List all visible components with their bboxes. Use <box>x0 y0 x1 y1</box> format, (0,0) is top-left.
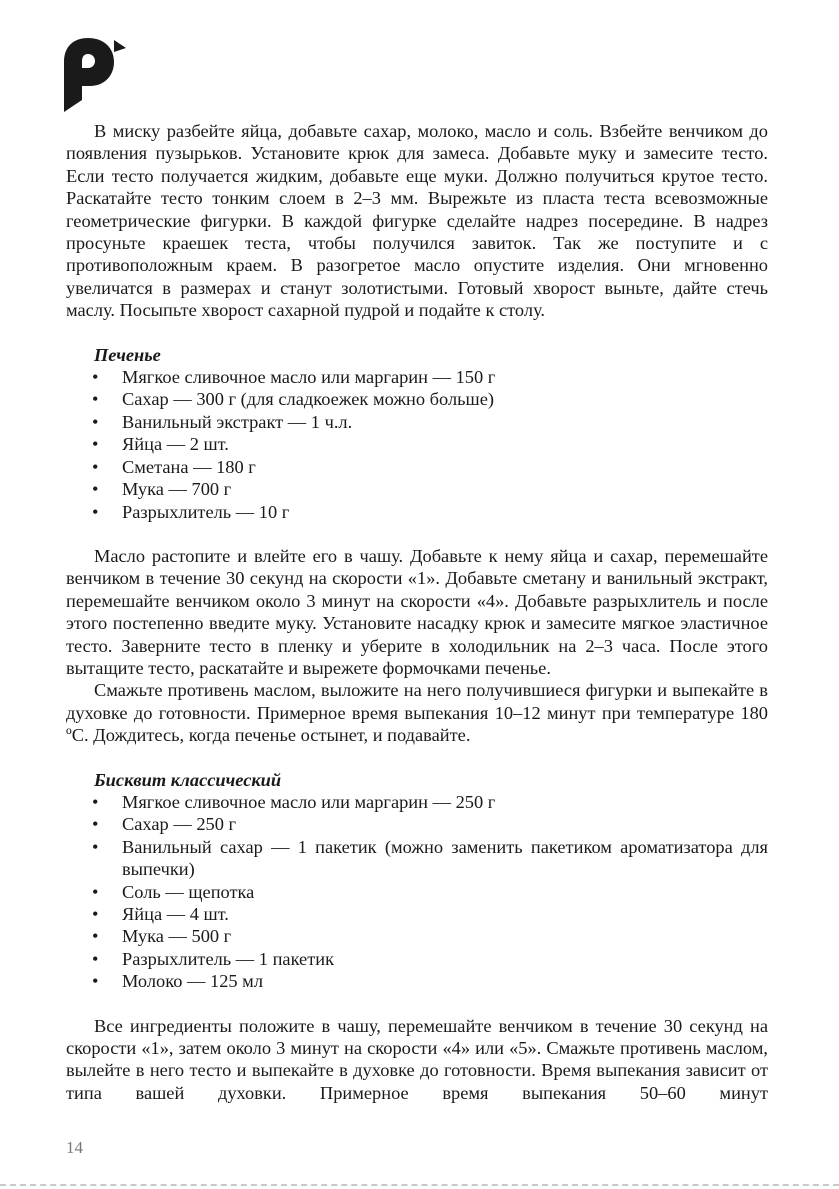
publisher-logo-icon <box>64 38 126 112</box>
bullet-icon: • <box>92 814 99 835</box>
bullet-icon: • <box>92 389 99 410</box>
list-item <box>66 388 768 410</box>
bullet-icon: • <box>92 791 99 812</box>
bullet-icon: • <box>92 456 99 477</box>
cookies-recipe-title: Печенье <box>94 344 161 365</box>
ingredient-text: Яйца — 2 шт. <box>122 434 229 455</box>
sponge-recipe-title: Бисквит классический <box>94 769 282 790</box>
list-item <box>66 433 768 455</box>
list-item <box>66 903 768 925</box>
list-item <box>66 948 768 970</box>
bullet-icon: • <box>92 948 99 969</box>
list-item <box>66 836 768 881</box>
ingredient-text: Сахар — 250 г <box>122 814 237 835</box>
bullet-icon: • <box>92 411 99 432</box>
ingredient-text: Мягкое сливочное масло или маргарин — 150 г <box>122 367 496 388</box>
ingredient-text: Разрыхлитель — 1 пакетик <box>122 948 335 969</box>
ingredient-text: Яйца — 4 шт. <box>122 904 229 924</box>
list-item <box>66 366 768 388</box>
ingredient-text: Мягкое сливочное масло или маргарин — 250 г <box>122 791 496 812</box>
bullet-icon: • <box>92 836 99 857</box>
list-item <box>66 791 768 813</box>
list-item <box>66 881 768 903</box>
ingredient-text: Ванильный экстракт — 1 ч.л. <box>122 411 353 432</box>
page-content <box>66 120 768 1104</box>
cookies-method-paragraph: Масло растопите и влейте его в чашу. Добавьте к нему яйца и сахар, перемешайте венчиком в течение 30 секунд на скорости «1». Добавьте сметану и ванильный экстракт, перемешайте венчиком около 3 минут на скорости «4». Добавьте разрыхлитель и после этого постепенно введите муку. Установите насадку крюк и замесите мягкое эластичное тесто. Заверните тесто в пленку и уберите в холодильник на 2–3 часа. После этого вытащите тесто, раскатайте и вырежете формочками печенье. <box>66 545 768 678</box>
list-item <box>66 970 768 992</box>
ingredient-text: Мука — 500 г <box>122 926 232 947</box>
ingredient-text: Мука — 700 г <box>122 479 232 500</box>
ingredient-text: Разрыхлитель — 10 г <box>122 501 290 522</box>
list-item <box>66 501 768 523</box>
sponge-method-paragraph: Все ингредиенты положите в чашу, перемешайте венчиком в течение 30 секунд на скорости «1», затем около 3 минут на скорости «4» или «5». Смажьте противень маслом, вылейте в него тесто и выпекайте в духовке до готовности. Время выпекания зависит от типа вашей духовки. Примерное время выпекания 50–60 минут <box>66 1015 768 1103</box>
list-item <box>66 813 768 835</box>
ingredient-text: Соль — щепотка <box>122 881 255 902</box>
cookies-baking-paragraph: Смажьте противень маслом, выложите на него получившиеся фигурки и выпекайте в духовке до готовности. Примерное время выпекания 10–12 минут при температуре 180 ºС. Дождитесь, когда печенье остынет, и подавайте. <box>66 680 768 746</box>
bullet-icon: • <box>92 904 99 924</box>
intro-paragraph: В миску разбейте яйца, добавьте сахар, молоко, масло и соль. Взбейте венчиком до появления пузырьков. Установите крюк для замеса. Добавьте муку и замесите тесто. Если тесто получается жидким, добавьте еще муки. Должно получиться крутое тесто. Раскатайте тесто тонким слоем в 2–3 мм. Вырежьте из пласта теста всевозможные геометрические фигурки. В каждой фигурке сделайте надрез посередине. В надрез просуньте краешек теста, чтобы получился завиток. Так же поступите и с противоположным краем. В разогретое масло опустите изделия. Они мгновенно увеличатся в размерах и станут золотистыми. Готовый хворост выньте, дайте стечь маслу. Посыпьте хворост сахарной пудрой и подайте к столу. <box>66 121 768 321</box>
bullet-icon: • <box>92 367 99 388</box>
bullet-icon: • <box>92 881 99 902</box>
bullet-icon: • <box>92 971 99 992</box>
page-edge-divider <box>0 1184 839 1186</box>
list-item <box>66 925 768 947</box>
bullet-icon: • <box>92 479 99 500</box>
bullet-icon: • <box>92 434 99 455</box>
list-item <box>66 478 768 500</box>
bullet-icon: • <box>92 501 99 522</box>
ingredient-text: Ванильный сахар — 1 пакетик (можно заменить пакетиком ароматизатора для выпечки) <box>122 836 768 880</box>
list-item <box>66 411 768 433</box>
list-item <box>66 456 768 478</box>
ingredient-text: Сахар — 300 г (для сладкоежек можно больше) <box>122 389 495 410</box>
sponge-ingredient-list <box>66 791 768 993</box>
bullet-icon: • <box>92 926 99 947</box>
ingredient-text: Молоко — 125 мл <box>122 971 263 992</box>
ingredient-text: Сметана — 180 г <box>122 456 256 477</box>
page-number: 14 <box>66 1138 83 1157</box>
cookies-ingredient-list <box>66 366 768 523</box>
